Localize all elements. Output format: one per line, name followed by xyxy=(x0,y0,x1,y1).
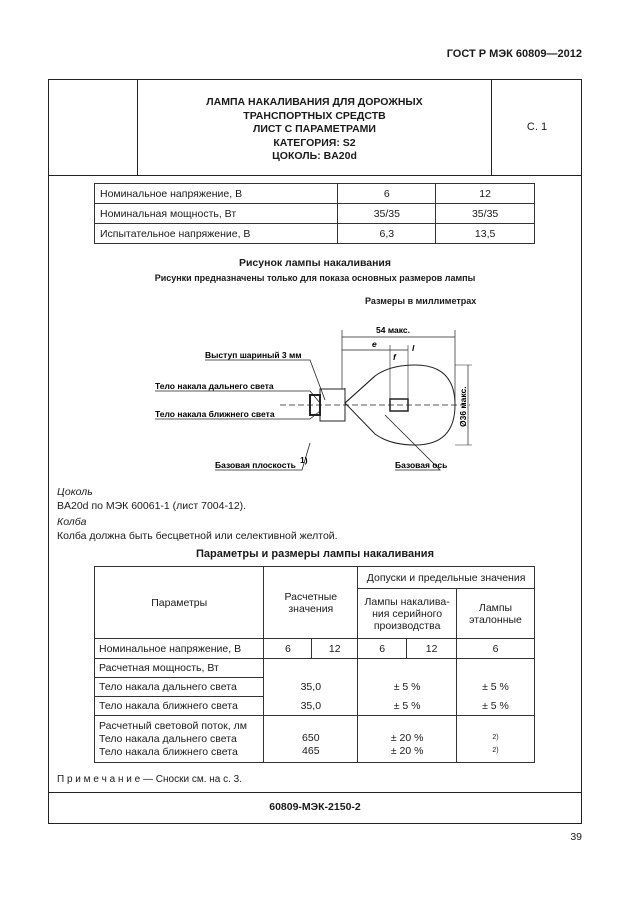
dim-diameter: Ø36 макс. xyxy=(458,386,468,427)
label-base-plane-sup: 1) xyxy=(300,455,308,465)
table-cell xyxy=(358,659,457,678)
table-cell: Номинальное напряжение, В xyxy=(95,639,264,659)
table-row xyxy=(95,639,535,659)
header-params: Параметры xyxy=(95,567,264,639)
table-cell: ± 5 % xyxy=(457,697,535,716)
table-cell: Номинальная мощность, Вт xyxy=(95,204,338,224)
table-cell: 6 xyxy=(264,639,312,659)
table-cell xyxy=(457,716,535,763)
footer-divider xyxy=(48,792,582,793)
table-cell: Расчетная мощность, Вт xyxy=(95,659,264,678)
table-cell: 12 xyxy=(407,639,457,659)
sheet-code: 60809-МЭК-2150-2 xyxy=(269,801,361,813)
table-cell: Испытательное напряжение, В xyxy=(95,224,338,244)
figure-title: Рисунок лампы накаливания xyxy=(238,257,392,269)
flux-hb-tolerance: ± 20 % xyxy=(390,732,424,744)
table-cell: 35,0 xyxy=(264,678,358,697)
flux-label: Расчетный световой поток, лм xyxy=(99,719,247,732)
table-cell: 6 xyxy=(338,184,436,204)
dim-length: 54 макс. xyxy=(376,325,410,335)
cap-text: BA20d по МЭК 60061-1 (лист 7004-12). xyxy=(57,500,247,512)
bulb-text: Колба должна быть бесцветной или селективной желтой. xyxy=(57,530,338,542)
figure-units: Размеры в миллиметрах xyxy=(365,296,477,306)
title-line: ЦОКОЛЬ: BA20d xyxy=(272,150,357,162)
cap-heading: Цоколь xyxy=(57,486,93,498)
sheet-title xyxy=(138,96,491,164)
title-line: КАТЕГОРИЯ: S2 xyxy=(273,136,356,149)
lamp-drawing xyxy=(150,315,480,485)
note-text: П р и м е ч а н и е — Сноски см. на с. 3. xyxy=(57,774,243,785)
header-rated: Расчетные значения xyxy=(264,567,358,639)
flux-lb-label: Тело накала ближнего света xyxy=(99,745,238,758)
flux-lb-tolerance: ± 20 % xyxy=(390,745,424,757)
label-base-plane: Базовая плоскость xyxy=(215,460,296,470)
label-high-beam: Тело накала дальнего света xyxy=(155,381,274,391)
table-cell: Тело накала ближнего света xyxy=(95,697,264,716)
table2-title: Параметры и размеры лампы накаливания xyxy=(196,548,434,560)
title-line: ЛАМПА НАКАЛИВАНИЯ ДЛЯ ДОРОЖНЫХ xyxy=(206,96,423,108)
table-cell: 13,5 xyxy=(436,224,535,244)
table-cell xyxy=(457,659,535,678)
table-row xyxy=(95,204,535,224)
table-cell xyxy=(264,659,358,678)
figure-note: Рисунки предназначены только для показа основных размеров лампы xyxy=(154,273,476,283)
flux-lb-value: 465 xyxy=(302,745,320,757)
table-cell xyxy=(95,716,264,763)
header-serial: Лампы накалива-ния серийного производства xyxy=(358,589,457,639)
title-line: ЛИСТ С ПАРАМЕТРАМИ xyxy=(253,123,376,135)
standard-number: ГОСТ Р МЭК 60809—2012 xyxy=(446,48,582,60)
table-cell: 35/35 xyxy=(338,204,436,224)
table-cell: 12 xyxy=(436,184,535,204)
page-number: 39 xyxy=(570,831,582,843)
table-cell: ± 5 % xyxy=(358,678,457,697)
flux-hb-label: Тело накала дальнего света xyxy=(99,732,237,745)
dim-l: l xyxy=(412,343,415,353)
table-cell: 35,0 xyxy=(264,697,358,716)
table-row xyxy=(95,659,535,678)
parameters-table xyxy=(94,566,535,763)
ratings-table xyxy=(94,183,535,244)
header-tolerances: Допуски и предельные значения xyxy=(358,567,535,589)
table-cell: 12 xyxy=(312,639,358,659)
table-cell: 35/35 xyxy=(436,204,535,224)
table-cell xyxy=(358,716,457,763)
flux-lb-ref: 2) xyxy=(492,747,499,754)
sheet-page: С. 1 xyxy=(526,121,548,133)
flux-hb-value: 650 xyxy=(302,732,320,744)
table-row xyxy=(95,567,535,589)
table-cell: 6 xyxy=(457,639,535,659)
table-cell xyxy=(264,716,358,763)
table-cell: Тело накала дальнего света xyxy=(95,678,264,697)
table-row xyxy=(95,716,535,763)
table-row xyxy=(95,697,535,716)
label-pin: Выступ шариный 3 мм xyxy=(205,350,302,360)
table-cell: ± 5 % xyxy=(457,678,535,697)
title-line: ТРАНСПОРТНЫХ СРЕДСТВ xyxy=(243,109,386,122)
dim-e: e xyxy=(372,339,377,349)
label-low-beam: Тело накала ближнего света xyxy=(155,409,275,419)
dim-f: f xyxy=(393,352,396,362)
table-cell: ± 5 % xyxy=(358,697,457,716)
table-row xyxy=(95,678,535,697)
bulb-heading: Колба xyxy=(57,516,87,528)
table-cell: 6 xyxy=(358,639,407,659)
table-row xyxy=(95,184,535,204)
base-cap xyxy=(320,389,345,421)
label-ref-axis: Базовая ось xyxy=(395,460,448,470)
table-row xyxy=(95,224,535,244)
table-cell: Номинальное напряжение, В xyxy=(95,184,338,204)
table-cell: 6,3 xyxy=(338,224,436,244)
header-reference: Лампы эталонные xyxy=(457,589,535,639)
flux-hb-ref: 2) xyxy=(492,734,499,741)
